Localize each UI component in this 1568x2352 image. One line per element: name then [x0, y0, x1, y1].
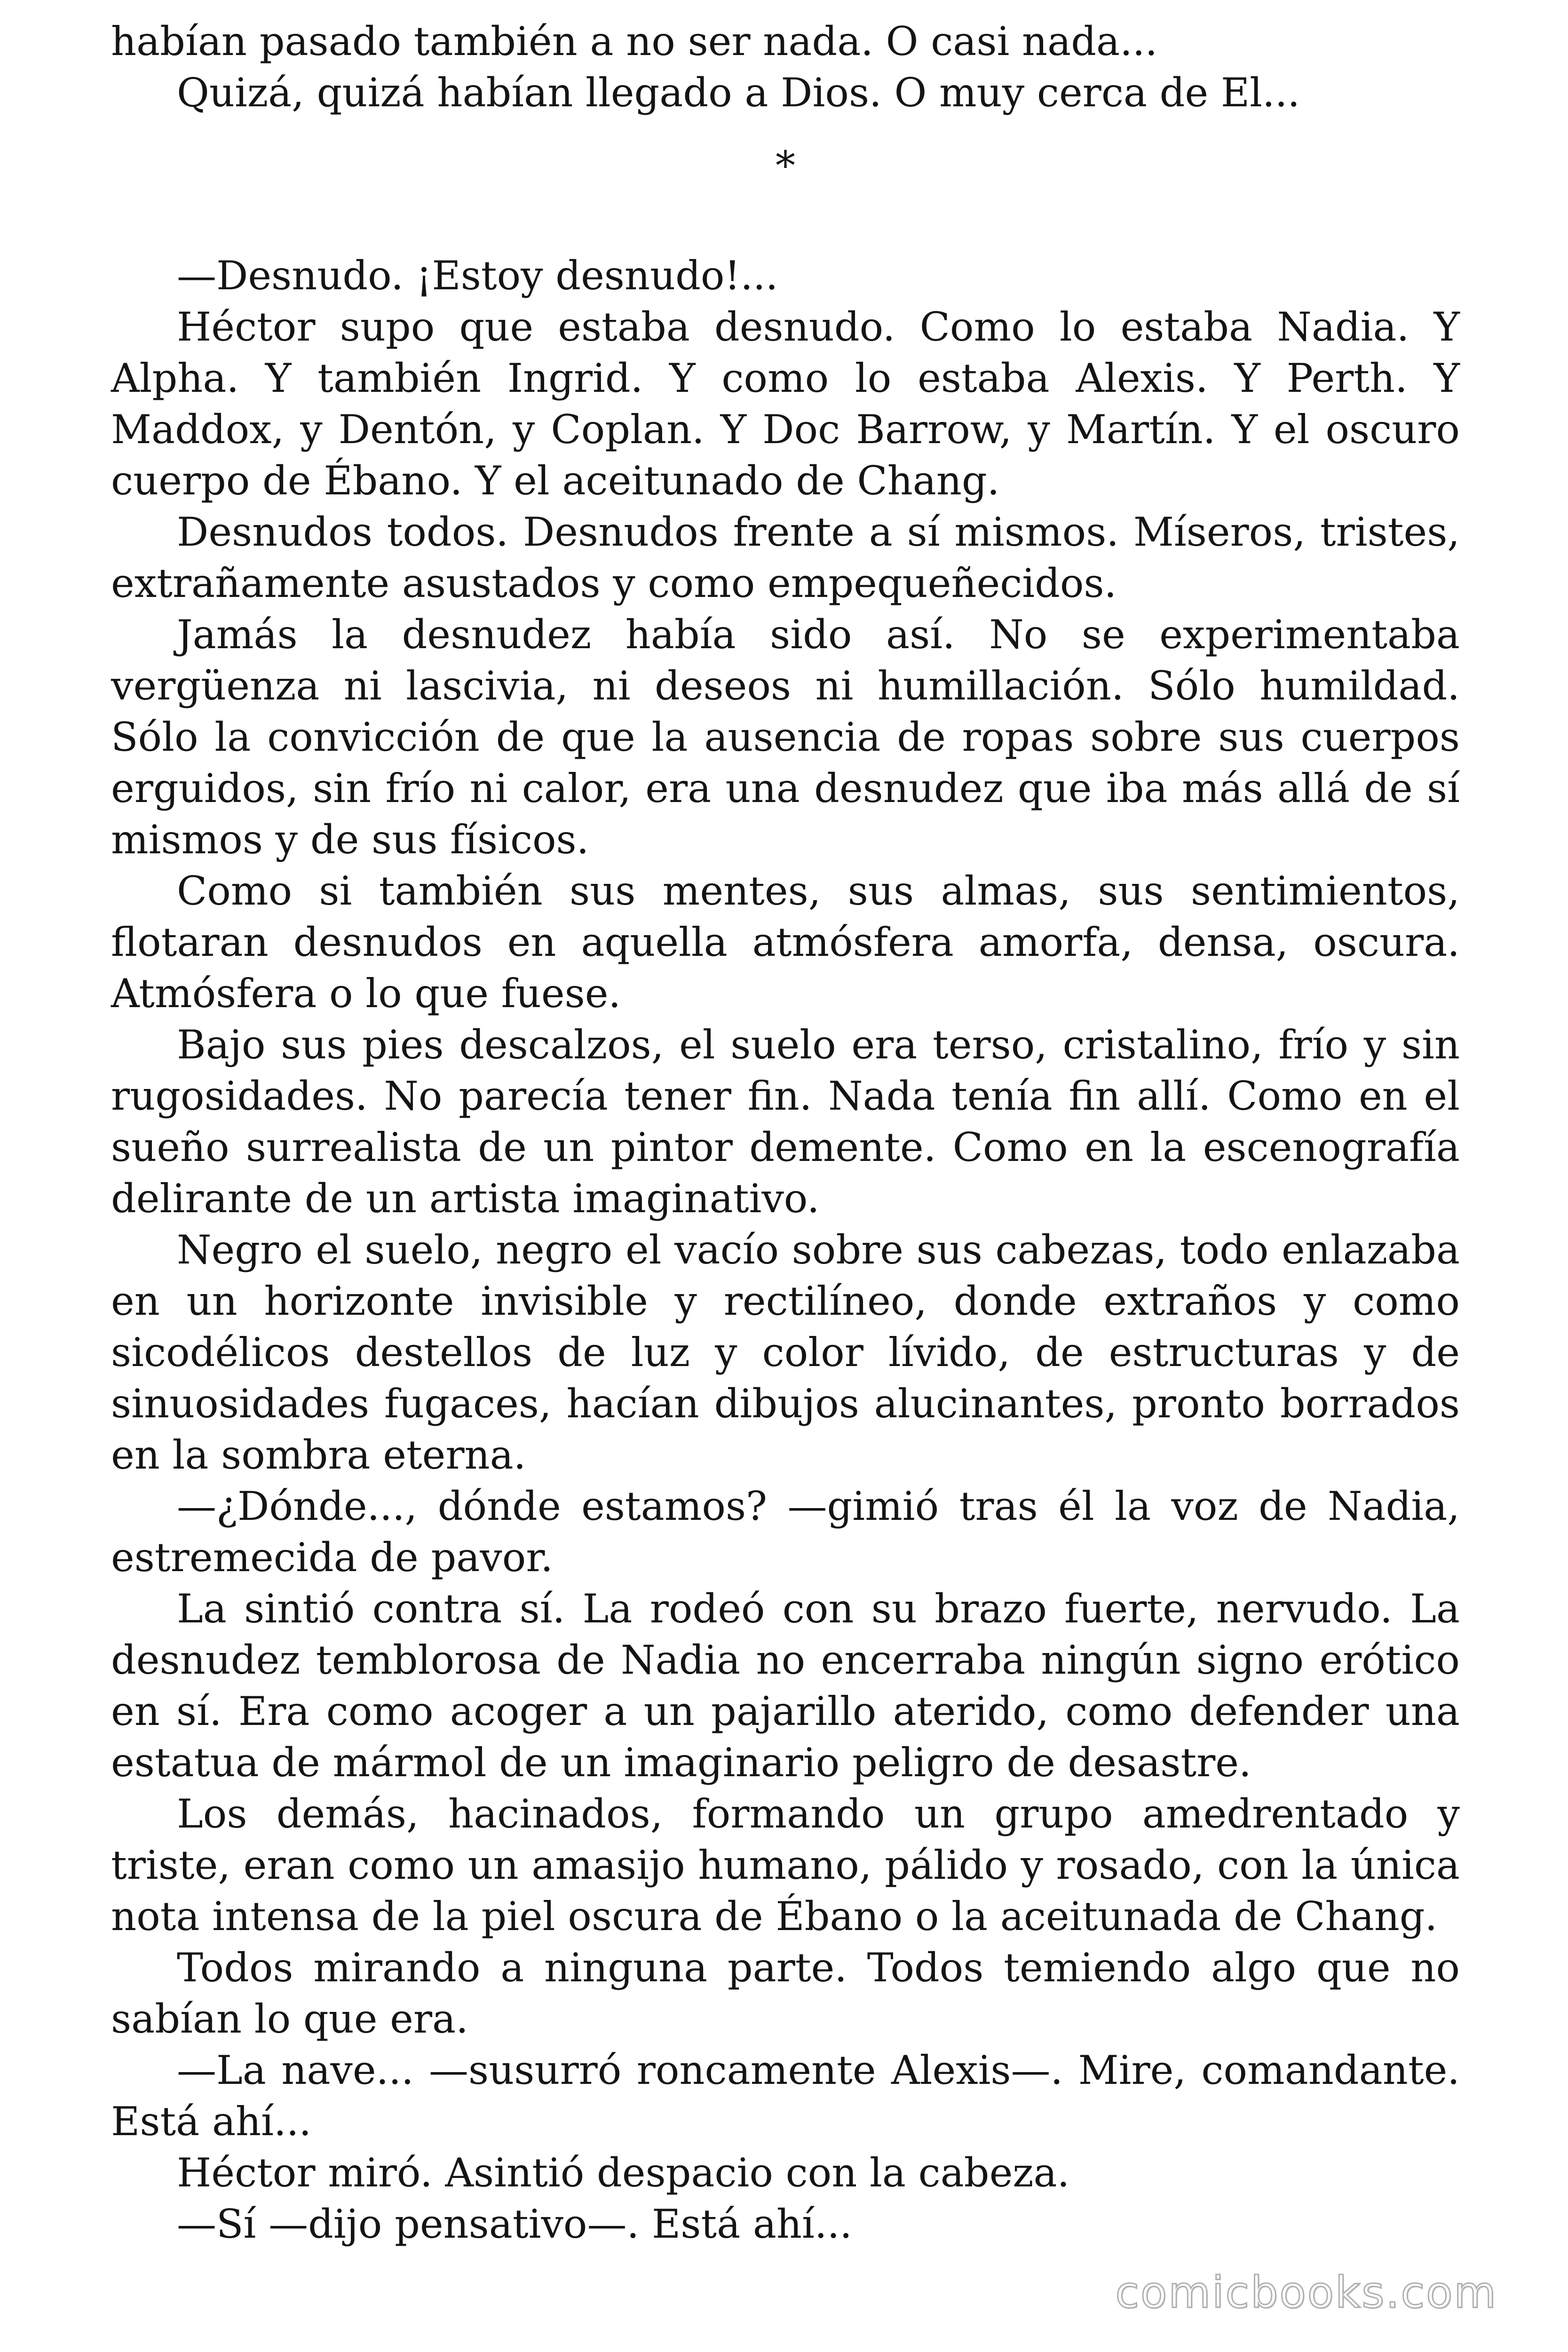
paragraph: —Desnudo. ¡Estoy desnudo!...: [177, 253, 778, 299]
document-page: [111, 16, 1460, 2250]
paragraph: —¿Dónde..., dónde estamos? —gimió tras él la voz de Nadia, estremecida de pavor.: [111, 1483, 1460, 1581]
paragraph: Negro el suelo, negro el vacío sobre sus cabezas, todo enlazaba en un horizonte invisible y rectilíneo, donde extraños y como sicodélicos destellos de luz y color lívido, de estructuras y de sinuosidades fugaces, hacían dibujos alucinantes, pronto borrados en la sombra eterna.: [111, 1227, 1460, 1478]
paragraph: Los demás, hacinados, formando un grupo amedrentado y triste, eran como un amasijo humano, pálido y rosado, con la única nota intensa de la piel oscura de Ébano o la aceitunada de Chang.: [111, 1791, 1460, 1939]
paragraph: —Sí —dijo pensativo—. Está ahí...: [177, 2201, 852, 2247]
paragraph: habían pasado también a no ser nada. O casi nada...: [111, 18, 1158, 64]
paragraph: Quizá, quizá habían llegado a Dios. O muy cerca de El...: [177, 70, 1300, 116]
paragraph: Todos mirando a ninguna parte. Todos temiendo algo que no sabían lo que era.: [111, 1945, 1460, 2042]
paragraph: Héctor supo que estaba desnudo. Como lo estaba Nadia. Y Alpha. Y también Ingrid. Y como lo estaba Alexis. Y Perth. Y Maddox, y Dentón, y Coplan. Y Doc Barrow, y Martín. Y el oscuro cuerpo de Ébano. Y el aceitunado de Chang.: [111, 304, 1460, 504]
paragraph: La sintió contra sí. La rodeó con su brazo fuerte, nervudo. La desnudez temblorosa de Nadia no encerraba ningún signo erótico en sí. Era como acoger a un pajarillo aterido, como defender una estatua de mármol de un imaginario peligro de desastre.: [111, 1586, 1460, 1786]
section-separator: *: [776, 143, 795, 189]
paragraph: —La nave... —susurró roncamente Alexis—. Mire, comandante. Está ahí...: [111, 2047, 1460, 2145]
paragraph: Como si también sus mentes, sus almas, sus sentimientos, flotaran desnudos en aquella atmósfera amorfa, densa, oscura. Atmósfera o lo que fuese.: [111, 868, 1460, 1017]
paragraph: Héctor miró. Asintió despacio con la cabeza.: [177, 2150, 1070, 2196]
watermark: comicbooks.com: [1115, 2267, 1497, 2318]
paragraph: Jamás la desnudez había sido así. No se experimentaba vergüenza ni lascivia, ni deseos ni humillación. Sólo humildad. Sólo la convicción de que la ausencia de ropas sobre sus cuerpos erguidos, sin frío ni calor, era una desnudez que iba más allá de sí mismos y de sus físicos.: [111, 612, 1460, 863]
paragraph: Desnudos todos. Desnudos frente a sí mismos. Míseros, tristes, extrañamente asustados y como empequeñecidos.: [111, 509, 1460, 606]
paragraph: Bajo sus pies descalzos, el suelo era terso, cristalino, frío y sin rugosidades. No parecía tener fin. Nada tenía fin allí. Como en el sueño surrealista de un pintor demente. Como en la escenografía delirante de un artista imaginativo.: [111, 1022, 1460, 1222]
